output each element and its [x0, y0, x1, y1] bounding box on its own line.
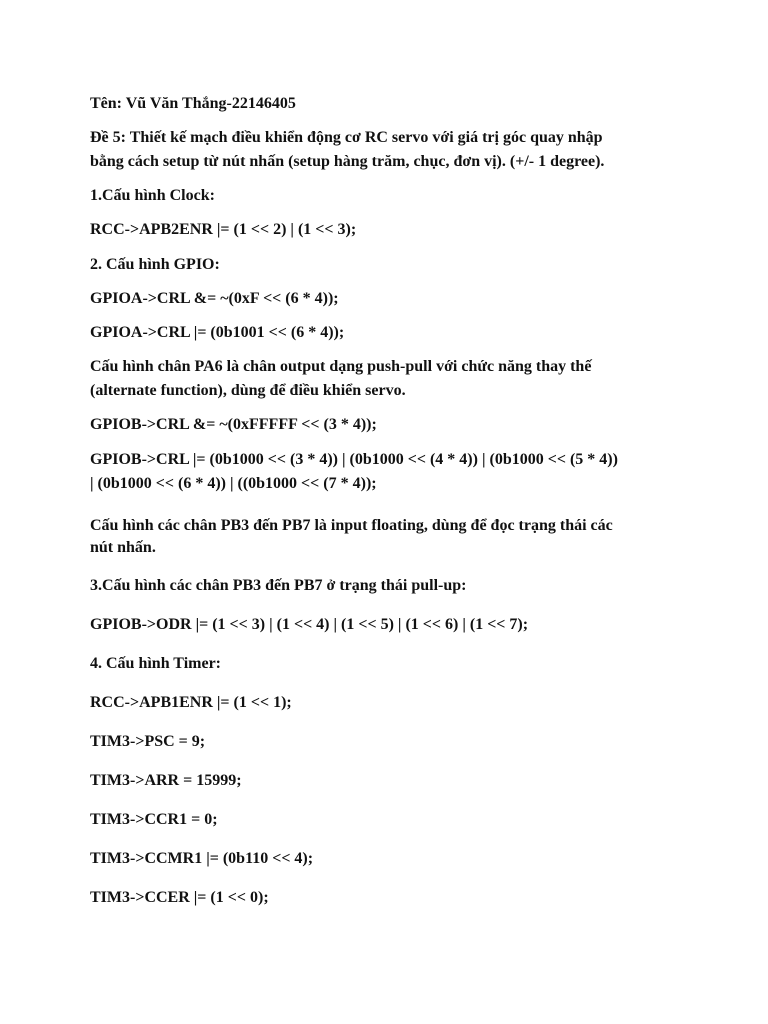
code-line: RCC->APB1ENR |= (1 << 1);	[90, 694, 292, 711]
code-line: TIM3->ARR = 15999;	[90, 772, 242, 789]
assignment-line-2: bằng cách setup từ nút nhấn (setup hàng trăm, chục, đơn vị). (+/- 1 degree).	[90, 153, 605, 170]
author-line: Tên: Vũ Văn Thắng-22146405	[90, 95, 296, 112]
code-line: RCC->APB2ENR |= (1 << 2) | (1 << 3);	[90, 221, 357, 238]
description-line: Cấu hình các chân PB3 đến PB7 là input floating, dùng để đọc trạng thái các	[90, 517, 613, 534]
section-pullup-heading: 3.Cấu hình các chân PB3 đến PB7 ở trạng thái pull-up:	[90, 577, 467, 594]
code-line: | (0b1000 << (6 * 4)) | ((0b1000 << (7 * 4));	[90, 475, 377, 492]
code-line: GPIOA->CRL |= (0b1001 << (6 * 4));	[90, 324, 345, 341]
description-line: nút nhấn.	[90, 539, 156, 556]
code-line: TIM3->CCR1 = 0;	[90, 811, 218, 828]
section-timer-heading: 4. Cấu hình Timer:	[90, 655, 221, 672]
section-clock-heading: 1.Cấu hình Clock:	[90, 187, 215, 204]
code-line: TIM3->CCER |= (1 << 0);	[90, 889, 269, 906]
description-line: Cấu hình chân PA6 là chân output dạng push-pull với chức năng thay thế	[90, 358, 592, 375]
code-line: GPIOB->CRL |= (0b1000 << (3 * 4)) | (0b1000 << (4 * 4)) | (0b1000 << (5 * 4))	[90, 451, 618, 468]
code-line: TIM3->CCMR1 |= (0b110 << 4);	[90, 850, 314, 867]
code-line: GPIOB->CRL &= ~(0xFFFFF << (3 * 4));	[90, 416, 377, 433]
code-line: GPIOB->ODR |= (1 << 3) | (1 << 4) | (1 << 5) | (1 << 6) | (1 << 7);	[90, 616, 529, 633]
code-line: TIM3->PSC = 9;	[90, 733, 206, 750]
section-gpio-heading: 2. Cấu hình GPIO:	[90, 256, 220, 273]
description-line: (alternate function), dùng để điều khiển servo.	[90, 382, 406, 399]
code-line: GPIOA->CRL &= ~(0xF << (6 * 4));	[90, 290, 339, 307]
assignment-line-1: Đề 5: Thiết kế mạch điều khiển động cơ RC servo với giá trị góc quay nhập	[90, 129, 603, 146]
